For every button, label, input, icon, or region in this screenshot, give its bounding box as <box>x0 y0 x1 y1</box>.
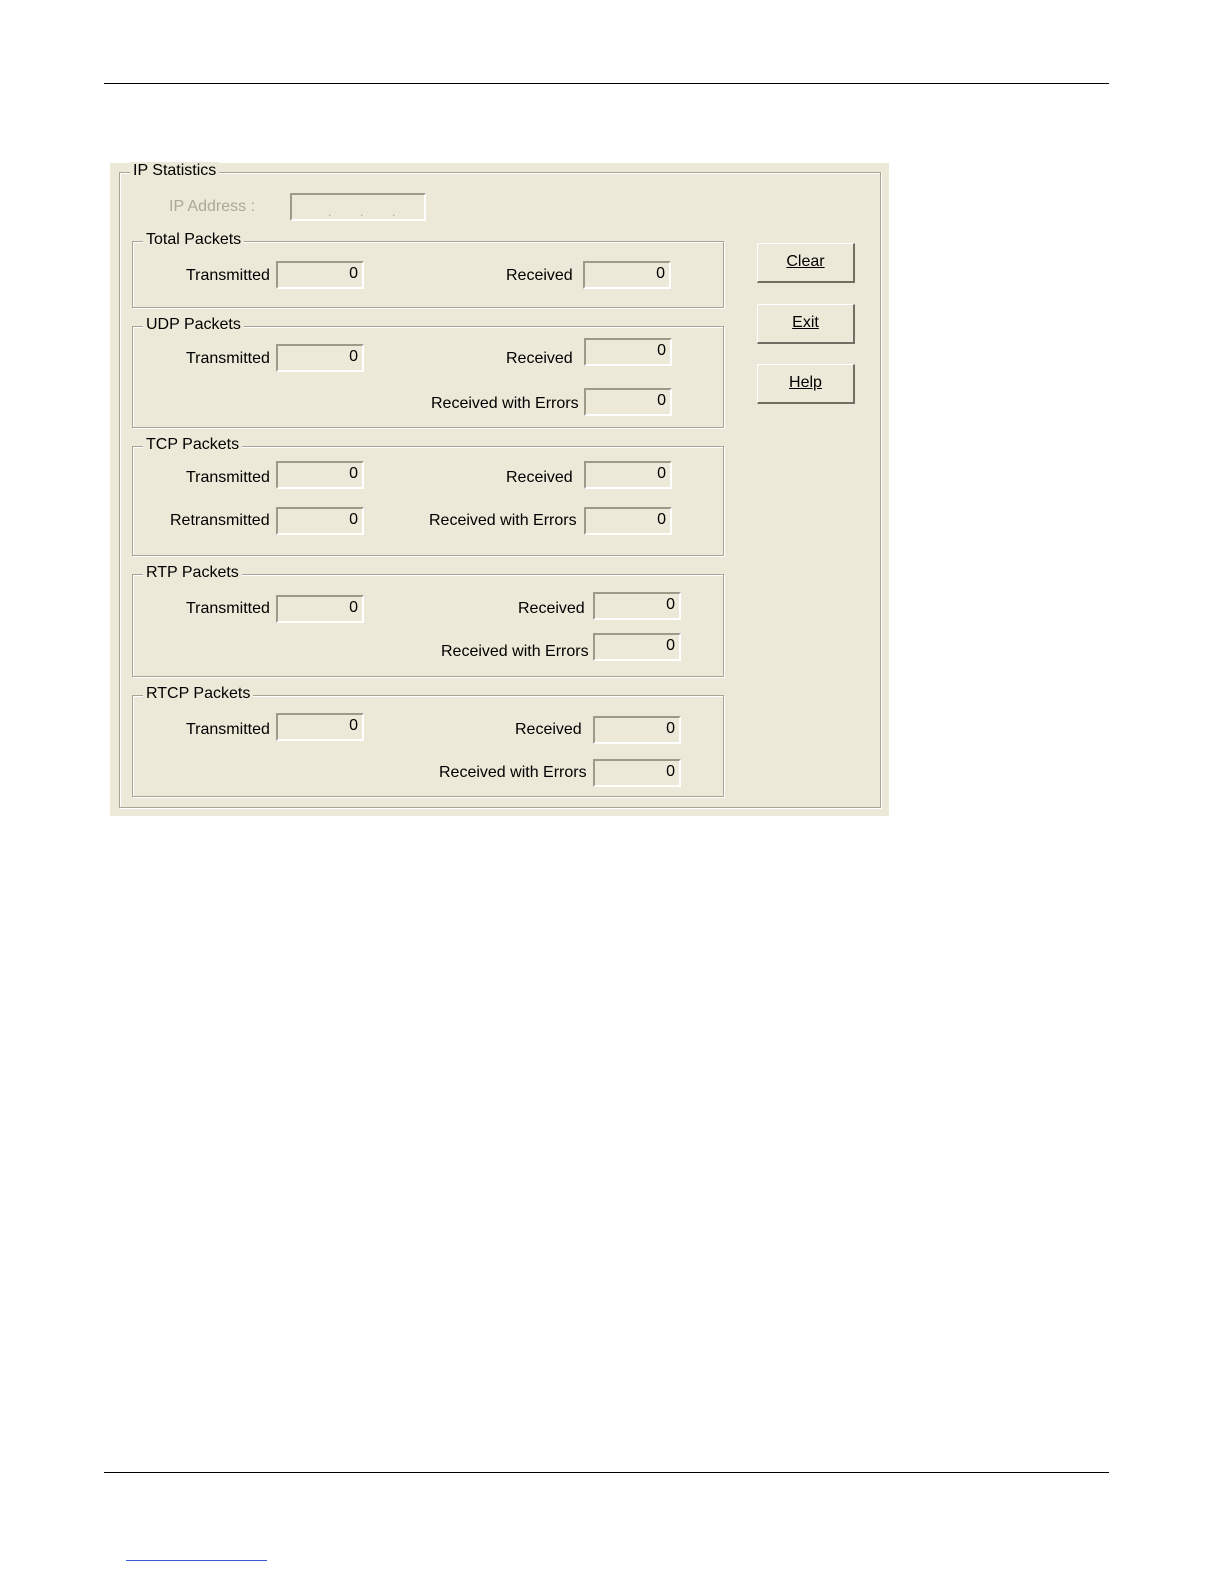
rtp-packets-group <box>132 564 724 677</box>
footer-rule <box>104 1472 1109 1473</box>
rtcp-received-field[interactable]: 0 <box>593 716 681 744</box>
tcp-transmitted-field[interactable]: 0 <box>276 461 364 489</box>
exit-button[interactable]: Exit <box>757 304 855 344</box>
rtp-transmitted-label: Transmitted <box>186 600 270 617</box>
total-packets-title: Total Packets <box>143 231 244 249</box>
rtp-packets-title: RTP Packets <box>143 564 242 582</box>
tcp-packets-title: TCP Packets <box>143 436 242 454</box>
help-button[interactable]: Help <box>757 364 855 404</box>
rtcp-errors-field[interactable]: 0 <box>593 759 681 787</box>
tcp-errors-label: Received with Errors <box>429 512 577 529</box>
rtp-transmitted-field[interactable]: 0 <box>276 595 364 623</box>
ip-statistics-dialog <box>110 163 889 816</box>
tcp-errors-field[interactable]: 0 <box>584 507 672 535</box>
total-received-label: Received <box>506 267 573 284</box>
rtcp-received-label: Received <box>515 721 582 738</box>
rtcp-transmitted-label: Transmitted <box>186 721 270 738</box>
total-transmitted-field[interactable]: 0 <box>276 261 364 289</box>
rtcp-packets-title: RTCP Packets <box>143 685 253 703</box>
tcp-received-label: Received <box>506 469 573 486</box>
ip-statistics-title: IP Statistics <box>130 162 219 180</box>
total-received-field[interactable]: 0 <box>583 261 671 289</box>
tcp-transmitted-label: Transmitted <box>186 469 270 486</box>
ip-address-label: IP Address : <box>169 198 255 215</box>
udp-received-label: Received <box>506 350 573 367</box>
udp-transmitted-label: Transmitted <box>186 350 270 367</box>
clear-button[interactable]: Clear <box>757 243 855 283</box>
udp-transmitted-field[interactable]: 0 <box>276 344 364 372</box>
header-rule <box>104 83 1109 84</box>
rtp-received-field[interactable]: 0 <box>593 592 681 620</box>
udp-errors-label: Received with Errors <box>431 395 579 412</box>
udp-packets-title: UDP Packets <box>143 316 244 334</box>
tcp-retransmitted-field[interactable]: 0 <box>276 507 364 535</box>
rtcp-transmitted-field[interactable]: 0 <box>276 713 364 741</box>
udp-received-field[interactable]: 0 <box>584 338 672 366</box>
footer-link-underline[interactable] <box>126 1560 267 1561</box>
tcp-received-field[interactable]: 0 <box>584 461 672 489</box>
rtp-errors-field[interactable]: 0 <box>593 633 681 661</box>
total-transmitted-label: Transmitted <box>186 267 270 284</box>
rtcp-errors-label: Received with Errors <box>439 764 587 781</box>
rtp-received-label: Received <box>518 600 585 617</box>
rtp-errors-label: Received with Errors <box>441 643 589 660</box>
ip-address-field[interactable]: . . . <box>290 193 426 221</box>
tcp-retransmitted-label: Retransmitted <box>170 512 270 529</box>
udp-errors-field[interactable]: 0 <box>584 388 672 416</box>
